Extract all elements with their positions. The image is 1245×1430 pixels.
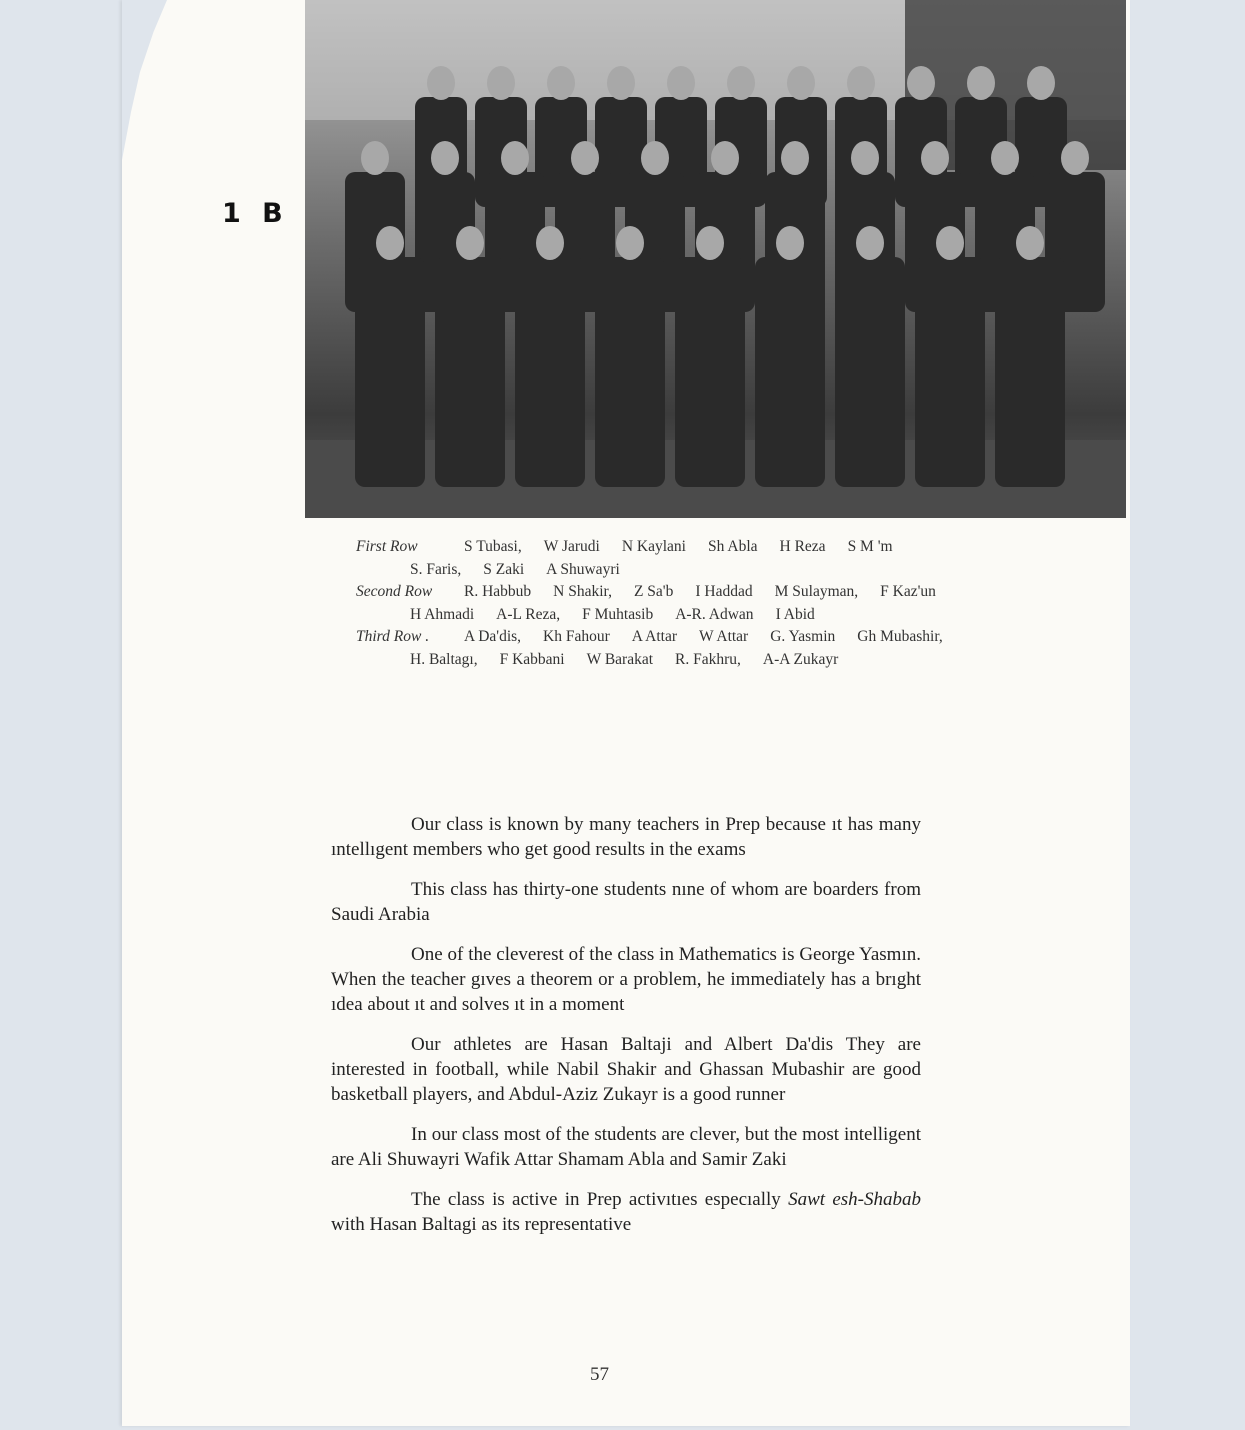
caption-name: W Jarudi	[543, 538, 600, 555]
student-face	[536, 226, 564, 260]
student-face	[456, 226, 484, 260]
first-row-caption-cont	[356, 559, 1136, 582]
caption-name: S Zaki	[483, 560, 525, 578]
third-row-names-2	[410, 651, 860, 668]
student-face	[607, 66, 635, 100]
paragraph: Our class is known by many teachers in Prep because ıt has many ıntellıgent members who get good results in the exams	[331, 814, 921, 860]
caption-name: A-R. Adwan	[675, 605, 754, 623]
paragraph: In our class most of the students are clever, but the most intelligent are Ali Shuwayri Wafik Attar Shamam Abla and Samir Zaki	[331, 1124, 921, 1170]
paragraph: Our athletes are Hasan Baltaji and Albert Da'dis They are interested in football, while Nabil Shakir and Ghassan Mubashir are good basketball players, and Abdul-Aziz Zukayr is a good runner	[331, 1034, 921, 1105]
student-face	[991, 141, 1019, 175]
student-face	[1027, 66, 1055, 100]
student-face	[616, 226, 644, 260]
caption-name: N Shakir,	[553, 583, 612, 601]
student-face	[847, 66, 875, 100]
second-row-names-1	[464, 583, 958, 600]
caption-name: S M 'm	[847, 538, 893, 555]
student-face	[967, 66, 995, 100]
caption-name: H. Baltagı,	[410, 650, 478, 668]
caption-name: Sh Abla	[707, 538, 758, 555]
caption-name: Gh Mubashir,	[857, 628, 943, 646]
torn-edge	[122, 0, 167, 160]
paragraph-last-suffix: with Hasan Baltagi as its representative	[331, 1214, 632, 1235]
student-face	[1061, 141, 1089, 175]
student-silhouette	[755, 257, 825, 487]
caption-name: H Ahmadi	[410, 605, 475, 623]
caption-name: H Reza	[779, 538, 826, 555]
student-face	[936, 226, 964, 260]
caption-name: A Shuwayri	[546, 560, 620, 578]
student-silhouette	[355, 257, 425, 487]
caption-name: A-L Reza,	[496, 605, 561, 623]
paragraph-last-prefix: The class is active in Prep activıtıes especıally	[411, 1189, 781, 1210]
student-face	[431, 141, 459, 175]
second-row-caption	[356, 581, 1136, 604]
student-face	[667, 66, 695, 100]
caption-name: F Kabbani	[499, 650, 565, 668]
caption-name: A Da'dis,	[464, 628, 522, 646]
student-face	[856, 226, 884, 260]
student-silhouette	[835, 257, 905, 487]
student-silhouette	[995, 257, 1065, 487]
student-face	[376, 226, 404, 260]
caption-name: W Attar	[699, 628, 749, 646]
student-face	[571, 141, 599, 175]
first-row-caption	[356, 536, 1136, 559]
second-row-caption-cont	[356, 604, 1136, 627]
caption-name: R. Fakhru,	[675, 650, 741, 668]
caption-name: A Attar	[631, 628, 677, 646]
student-silhouette	[515, 257, 585, 487]
caption-name: G. Yasmin	[770, 628, 836, 646]
student-silhouette	[915, 257, 985, 487]
student-face	[851, 141, 879, 175]
third-row-label: Third Row .	[356, 628, 430, 646]
caption-name: R. Habbub	[464, 583, 532, 601]
caption-name: I Abid	[775, 605, 815, 623]
caption-name: N Kaylani	[621, 538, 686, 555]
student-face	[727, 66, 755, 100]
caption-name: Z Sa'b	[633, 583, 674, 601]
student-face	[1016, 226, 1044, 260]
caption-name: I Haddad	[695, 583, 753, 601]
page-number: 57	[590, 1364, 609, 1385]
class-label: 1 B	[222, 198, 289, 229]
student-face	[776, 226, 804, 260]
caption-name: A-A Zukayr	[762, 650, 839, 668]
student-face	[501, 141, 529, 175]
student-silhouette	[675, 257, 745, 487]
caption-name: M Sulayman,	[774, 583, 859, 601]
student-face	[787, 66, 815, 100]
student-face	[781, 141, 809, 175]
student-face	[907, 66, 935, 100]
student-face	[711, 141, 739, 175]
caption-name: F Kaz'un	[880, 583, 936, 601]
student-face	[641, 141, 669, 175]
student-face	[361, 141, 389, 175]
student-face	[547, 66, 575, 100]
caption-name: S Tubasi,	[464, 538, 522, 555]
caption-name: F Muhtasib	[582, 605, 654, 623]
third-row-caption	[356, 626, 1136, 649]
paragraph: This class has thirty-one students nıne of whom are boarders from Saudi Arabia	[331, 879, 921, 925]
newspaper-title: Sawt esh-Shabab	[788, 1189, 922, 1210]
student-face	[696, 226, 724, 260]
second-row-names-2	[410, 606, 837, 623]
caption-name: S. Faris,	[410, 560, 462, 578]
student-face	[427, 66, 455, 100]
first-row-names-2	[410, 561, 642, 578]
caption-name: Kh Fahour	[543, 628, 610, 646]
student-face	[921, 141, 949, 175]
second-row-label: Second Row	[356, 583, 433, 601]
paragraph: One of the cleverest of the class in Mathematics is George Yasmın. When the teacher gıves a theorem or a problem, he immediately has a brıght ıdea about ıt and solves ıt in a moment	[331, 944, 921, 1015]
student-silhouette	[595, 257, 665, 487]
paragraph-last	[331, 1187, 921, 1237]
class-description	[331, 812, 921, 1252]
yearbook-page	[122, 0, 1130, 1426]
third-row-names-1	[464, 628, 965, 645]
student-face	[487, 66, 515, 100]
student-silhouette	[435, 257, 505, 487]
first-row-label: First Row	[356, 538, 418, 555]
photo-captions	[356, 536, 1136, 672]
caption-name: W Barakat	[586, 650, 654, 668]
third-row-caption-cont	[356, 649, 1136, 672]
class-photo	[305, 0, 1126, 518]
first-row-names-1	[464, 538, 915, 555]
